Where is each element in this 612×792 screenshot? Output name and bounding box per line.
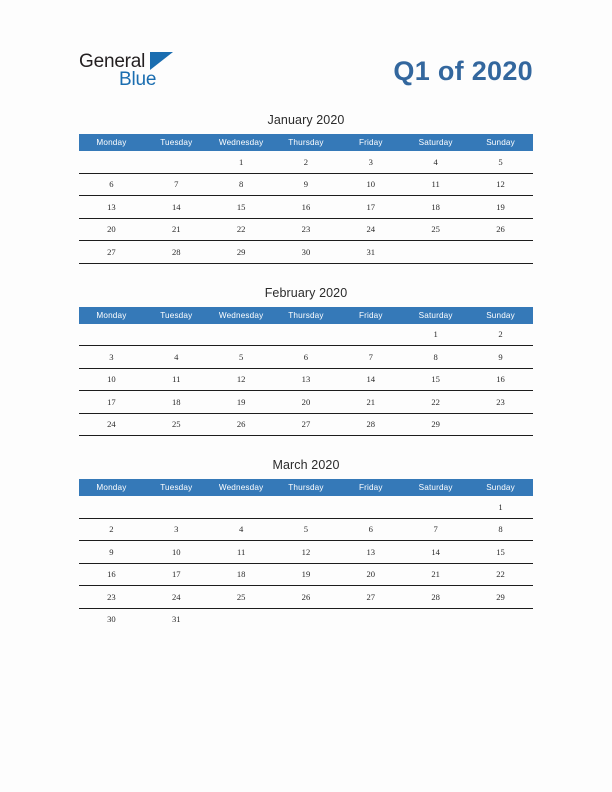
day-cell[interactable]: 30 xyxy=(274,241,339,264)
day-cell[interactable]: 4 xyxy=(144,346,209,369)
day-cell[interactable]: 27 xyxy=(338,586,403,609)
day-cell[interactable]: 9 xyxy=(79,541,144,564)
weekday-header-wednesday: Wednesday xyxy=(209,307,274,324)
page-title: Q1 of 2020 xyxy=(393,55,533,86)
week-row xyxy=(79,496,533,518)
day-cell[interactable]: 5 xyxy=(468,151,533,173)
page-header xyxy=(0,40,612,102)
day-cell[interactable]: 3 xyxy=(79,346,144,369)
day-cell[interactable]: 22 xyxy=(468,563,533,586)
day-cell-empty xyxy=(338,324,403,346)
day-cell[interactable]: 24 xyxy=(338,218,403,241)
day-cell[interactable]: 16 xyxy=(79,563,144,586)
day-cell-empty xyxy=(468,241,533,264)
day-cell[interactable]: 29 xyxy=(468,586,533,609)
week-row xyxy=(79,151,533,173)
day-cell[interactable]: 26 xyxy=(209,413,274,436)
day-cell[interactable]: 1 xyxy=(403,324,468,346)
day-cell[interactable]: 15 xyxy=(468,541,533,564)
day-cell[interactable]: 18 xyxy=(209,563,274,586)
day-cell[interactable]: 7 xyxy=(338,346,403,369)
day-cell-empty xyxy=(274,324,339,346)
weekday-header-thursday: Thursday xyxy=(274,479,339,496)
day-cell[interactable]: 17 xyxy=(144,563,209,586)
day-cell[interactable]: 7 xyxy=(144,173,209,196)
week-row xyxy=(79,324,533,346)
day-cell-empty xyxy=(209,496,274,518)
day-cell[interactable]: 5 xyxy=(209,346,274,369)
day-cell[interactable]: 31 xyxy=(171,614,181,625)
day-cell[interactable]: 16 xyxy=(468,368,533,391)
brand-name-blue: Blue xyxy=(119,69,157,90)
day-cell-empty xyxy=(144,151,209,173)
day-cell[interactable]: 21 xyxy=(338,391,403,414)
day-cell[interactable]: 19 xyxy=(274,563,339,586)
day-cell-empty xyxy=(338,608,403,630)
day-cell-empty xyxy=(468,413,533,436)
weekday-header-row xyxy=(79,134,533,151)
weekday-header-saturday: Saturday xyxy=(403,479,468,496)
day-cell[interactable]: 1 xyxy=(468,496,533,518)
day-cell[interactable]: 23 xyxy=(468,391,533,414)
day-cell[interactable]: 19 xyxy=(209,391,274,414)
week-row xyxy=(79,218,533,241)
day-cell[interactable]: 28 xyxy=(338,413,403,436)
day-cell[interactable]: 20 xyxy=(274,391,339,414)
week-row xyxy=(79,368,533,391)
day-cell[interactable]: 8 xyxy=(403,346,468,369)
day-cell[interactable]: 14 xyxy=(403,541,468,564)
month-title: February 2020 xyxy=(264,285,348,300)
day-cell[interactable]: 21 xyxy=(144,218,209,241)
day-cell[interactable]: 18 xyxy=(144,391,209,414)
day-cell[interactable]: 13 xyxy=(274,368,339,391)
month-block xyxy=(79,458,533,630)
day-cell[interactable]: 15 xyxy=(403,368,468,391)
day-cell[interactable]: 16 xyxy=(274,196,339,219)
day-cell-empty xyxy=(274,496,339,518)
month-block xyxy=(79,286,533,437)
day-cell[interactable]: 5 xyxy=(274,518,339,541)
day-cell[interactable]: 9 xyxy=(274,173,339,196)
day-cell[interactable]: 8 xyxy=(209,173,274,196)
brand-name-general: General xyxy=(79,51,146,72)
day-cell[interactable]: 14 xyxy=(338,368,403,391)
month-title: March 2020 xyxy=(272,458,340,472)
day-cell[interactable]: 12 xyxy=(274,541,339,564)
day-cell[interactable]: 2 xyxy=(274,151,339,173)
day-cell[interactable]: 6 xyxy=(274,346,339,369)
day-cell-empty xyxy=(144,496,209,518)
day-cell[interactable]: 13 xyxy=(338,541,403,564)
weekday-header-friday: Friday xyxy=(338,134,403,151)
day-cell[interactable]: 7 xyxy=(403,518,468,541)
weekday-header-monday: Monday xyxy=(79,134,144,151)
weekday-header-monday: Monday xyxy=(79,479,144,496)
day-cell[interactable]: 30 xyxy=(107,614,116,625)
day-cell[interactable]: 23 xyxy=(79,586,144,609)
day-cell[interactable]: 25 xyxy=(144,413,209,436)
day-cell[interactable]: 28 xyxy=(144,241,209,264)
day-cell[interactable]: 2 xyxy=(79,518,144,541)
day-cell-empty xyxy=(144,324,209,346)
day-cell[interactable]: 20 xyxy=(79,218,144,241)
day-cell[interactable]: 12 xyxy=(468,173,533,196)
day-cell[interactable]: 31 xyxy=(338,241,403,264)
weekday-header-row xyxy=(79,479,533,496)
day-cell[interactable]: 4 xyxy=(403,151,468,173)
day-cell-empty xyxy=(403,241,468,264)
day-cell[interactable]: 10 xyxy=(79,368,144,391)
day-cell-empty xyxy=(274,608,339,630)
day-cell-empty xyxy=(468,608,533,630)
weekday-header-sunday: Sunday xyxy=(468,479,533,496)
day-cell[interactable]: 12 xyxy=(209,368,274,391)
day-cell[interactable]: 25 xyxy=(403,218,468,241)
day-cell[interactable]: 24 xyxy=(144,586,209,609)
weekday-header-wednesday: Wednesday xyxy=(209,134,274,151)
week-row xyxy=(79,196,533,219)
day-cell[interactable]: 18 xyxy=(403,196,468,219)
calendar-list xyxy=(79,113,533,652)
week-row xyxy=(79,608,533,630)
day-cell[interactable]: 13 xyxy=(79,196,144,219)
day-cell[interactable]: 25 xyxy=(209,586,274,609)
week-row xyxy=(79,413,533,436)
day-cell[interactable]: 6 xyxy=(79,173,144,196)
week-row xyxy=(79,518,533,541)
weekday-header-sunday: Sunday xyxy=(468,307,533,324)
week-row xyxy=(79,563,533,586)
weekday-header-tuesday: Tuesday xyxy=(144,307,209,324)
week-row xyxy=(79,346,533,369)
weekday-header-wednesday: Wednesday xyxy=(209,479,274,496)
day-cell[interactable]: 8 xyxy=(468,518,533,541)
brand-logo xyxy=(79,48,189,94)
month-table xyxy=(79,307,533,437)
week-row xyxy=(79,391,533,414)
weekday-header-saturday: Saturday xyxy=(403,134,468,151)
day-cell[interactable]: 10 xyxy=(144,541,209,564)
day-cell[interactable]: 17 xyxy=(338,196,403,219)
day-cell[interactable]: 11 xyxy=(403,173,468,196)
week-row xyxy=(79,541,533,564)
weekday-header-friday: Friday xyxy=(338,479,403,496)
weekday-header-row xyxy=(79,307,533,324)
weekday-header-tuesday: Tuesday xyxy=(144,479,209,496)
day-cell[interactable]: 23 xyxy=(274,218,339,241)
day-cell[interactable]: 28 xyxy=(403,586,468,609)
day-cell-empty xyxy=(79,324,144,346)
day-cell[interactable]: 29 xyxy=(403,413,468,436)
day-cell[interactable]: 21 xyxy=(403,563,468,586)
weekday-header-thursday: Thursday xyxy=(274,307,339,324)
day-cell[interactable]: 11 xyxy=(209,541,274,564)
day-cell[interactable]: 27 xyxy=(79,241,144,264)
day-cell[interactable]: 26 xyxy=(274,586,339,609)
day-cell[interactable]: 9 xyxy=(468,346,533,369)
month-title: January 2020 xyxy=(267,113,345,127)
day-cell[interactable]: 4 xyxy=(209,518,274,541)
weekday-header-friday: Friday xyxy=(338,307,403,324)
day-cell[interactable]: 11 xyxy=(144,368,209,391)
day-cell-empty xyxy=(79,496,144,518)
day-cell[interactable]: 22 xyxy=(209,218,274,241)
weekday-header-monday: Monday xyxy=(79,307,144,324)
day-cell[interactable]: 2 xyxy=(468,324,533,346)
weekday-header-tuesday: Tuesday xyxy=(144,134,209,151)
day-cell-empty xyxy=(209,324,274,346)
day-cell[interactable]: 6 xyxy=(338,518,403,541)
day-cell[interactable]: 1 xyxy=(209,151,274,173)
day-cell-empty xyxy=(209,608,274,630)
day-cell[interactable]: 27 xyxy=(274,413,339,436)
day-cell[interactable]: 20 xyxy=(338,563,403,586)
day-cell[interactable]: 10 xyxy=(338,173,403,196)
day-cell-empty xyxy=(79,151,144,173)
day-cell[interactable]: 19 xyxy=(468,196,533,219)
day-cell[interactable]: 17 xyxy=(79,391,144,414)
weekday-header-saturday: Saturday xyxy=(403,307,468,324)
day-cell-empty xyxy=(338,496,403,518)
day-cell[interactable]: 3 xyxy=(144,518,209,541)
day-cell[interactable]: 29 xyxy=(209,241,274,264)
week-row xyxy=(79,586,533,609)
triangle-icon xyxy=(150,52,173,70)
day-cell[interactable]: 26 xyxy=(468,218,533,241)
day-cell[interactable]: 3 xyxy=(338,151,403,173)
day-cell[interactable]: 15 xyxy=(209,196,274,219)
day-cell[interactable]: 24 xyxy=(79,413,144,436)
month-table xyxy=(79,479,533,630)
weekday-header-thursday: Thursday xyxy=(274,134,339,151)
month-table xyxy=(79,134,533,264)
weekday-header-sunday: Sunday xyxy=(468,134,533,151)
day-cell-empty xyxy=(403,608,468,630)
day-cell[interactable]: 14 xyxy=(144,196,209,219)
day-cell-empty xyxy=(403,496,468,518)
week-row xyxy=(79,241,533,264)
day-cell[interactable]: 22 xyxy=(403,391,468,414)
week-row xyxy=(79,173,533,196)
month-block xyxy=(79,113,533,264)
